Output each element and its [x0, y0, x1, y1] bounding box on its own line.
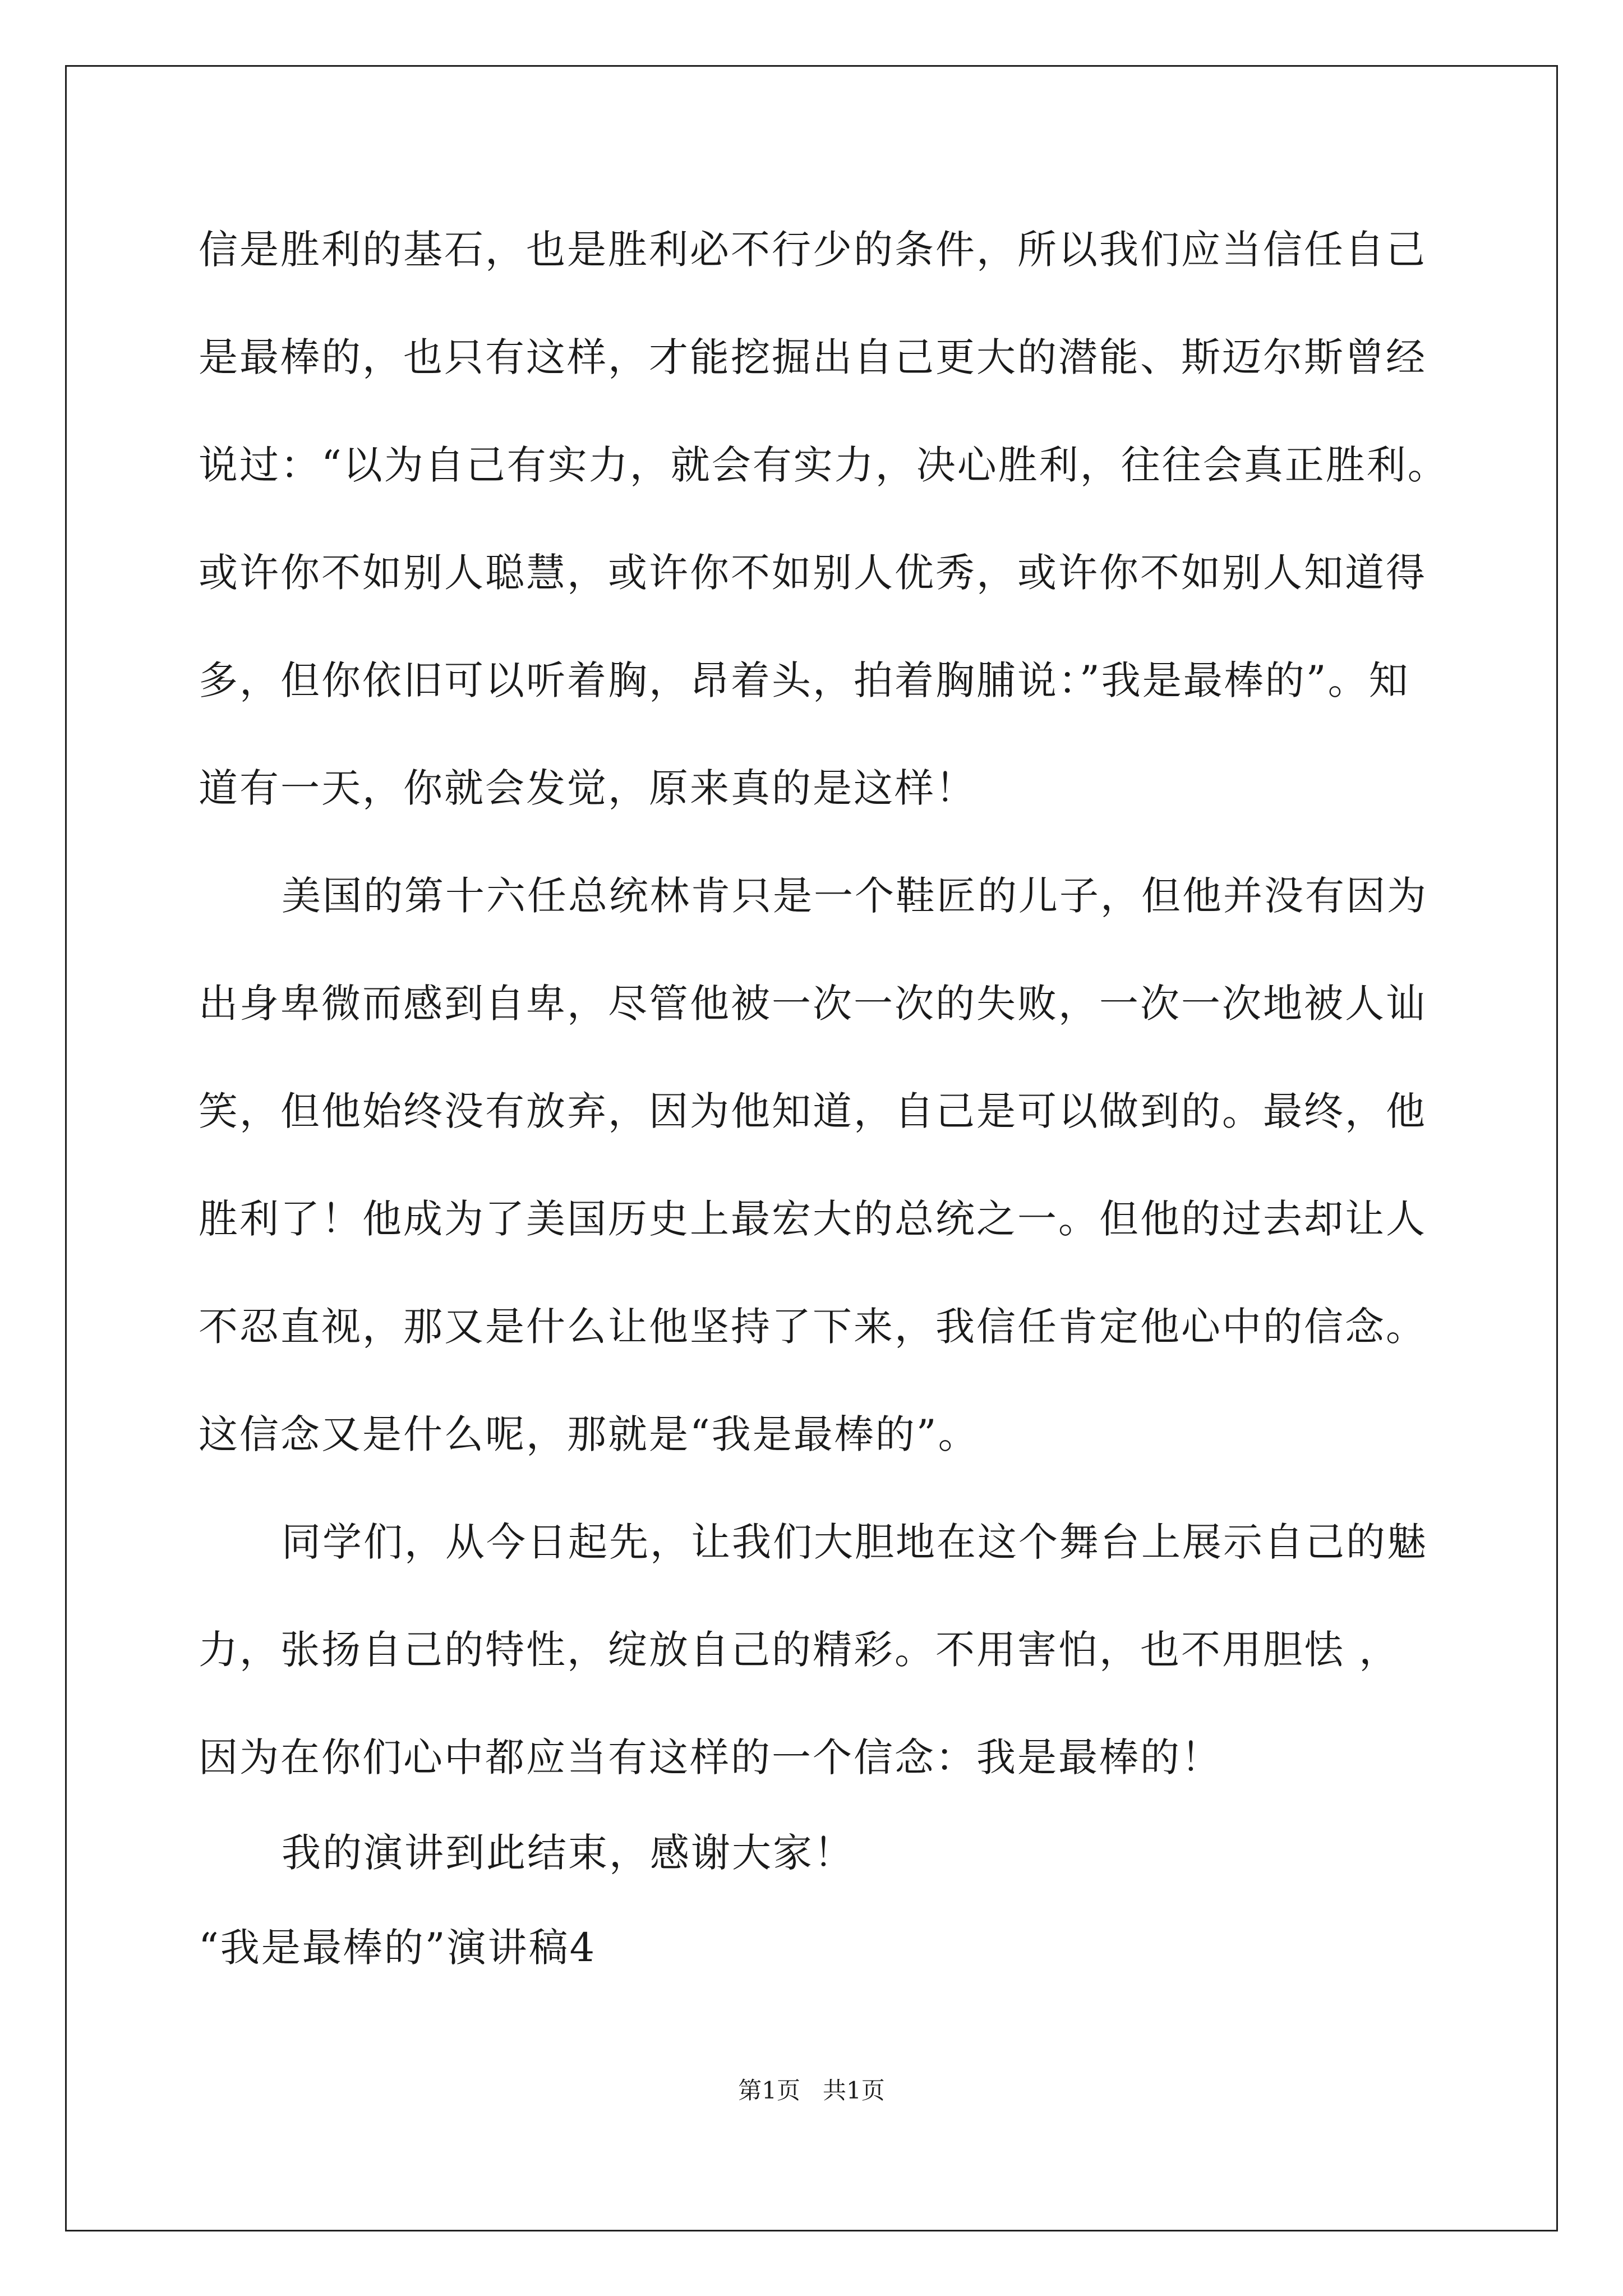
paragraph-4-line-1: 我的演讲到此结束，感谢大家！	[282, 1830, 855, 1876]
paragraph-2-line-6: 这信念又是什么呢，那就是“我是最棒的”。	[199, 1411, 979, 1457]
paragraph-2-line-3: 笑，但他始终没有放弃，因为他知道，自己是可以做到的。最终，他	[199, 1088, 1427, 1134]
paragraph-2-line-4: 胜利了！他成为了美国历史上最宏大的总统之一。但他的过去却让人	[199, 1196, 1427, 1242]
section-heading: “我是最棒的”演讲稿4	[199, 1925, 597, 1971]
paragraph-2-line-1: 美国的第十六任总统林肯只是一个鞋匠的儿子，但他并没有因为	[282, 873, 1428, 919]
paragraph-1-line-2: 是最棒的，也只有这样，才能挖掘出自己更大的潜能、斯迈尔斯曾经	[199, 334, 1427, 380]
paragraph-1-line-1: 信是胜利的基石，也是胜利必不行少的条件，所以我们应当信任自己	[199, 227, 1427, 273]
page-number-footer: 第1页 共1页	[738, 2077, 885, 2104]
paragraph-1-line-4: 或许你不如别人聪慧，或许你不如别人优秀，或许你不如别人知道得	[199, 550, 1427, 596]
paragraph-2-line-5: 不忍直视，那又是什么让他坚持了下来，我信任肯定他心中的信念。	[199, 1304, 1427, 1350]
paragraph-3-line-3: 因为在你们心中都应当有这样的一个信念：我是最棒的！	[199, 1734, 1222, 1780]
paragraph-3-line-2: 力，张扬自己的特性，绽放自己的精彩。不用害怕，也不用胆怯 ，	[199, 1627, 1400, 1673]
paragraph-2-line-2: 出身卑微而感到自卑，尽管他被一次一次的失败，一次一次地被人讪	[199, 981, 1427, 1027]
page-border	[65, 65, 1558, 2231]
paragraph-1-line-6: 道有一天，你就会发觉，原来真的是这样！	[199, 765, 976, 811]
paragraph-3-line-1: 同学们，从今日起先，让我们大胆地在这个舞台上展示自己的魅	[282, 1519, 1428, 1565]
paragraph-1-line-3: 说过：“以为自己有实力，就会有实力，决心胜利，往往会真正胜利。	[199, 442, 1449, 488]
paragraph-1-line-5: 多，但你依旧可以听着胸，昂着头，拍着胸脯说：”我是最棒的”。知	[199, 657, 1410, 703]
